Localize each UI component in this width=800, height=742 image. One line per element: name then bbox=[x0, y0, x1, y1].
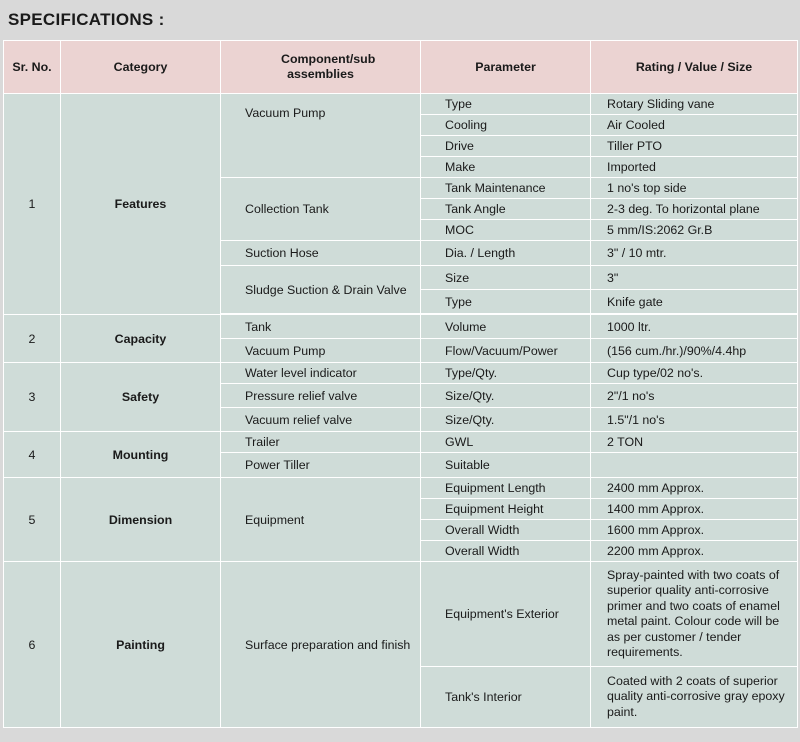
title-bar bbox=[0, 0, 800, 40]
parameter-cell: Tank's Interior bbox=[421, 667, 591, 728]
table-row bbox=[4, 315, 798, 339]
component-cell: Suction Hose bbox=[221, 241, 421, 266]
component-cell: Vacuum Pump bbox=[221, 339, 421, 363]
category-cell: Dimension bbox=[61, 478, 221, 562]
table-row bbox=[4, 562, 798, 667]
parameter-cell: Cooling bbox=[421, 115, 591, 136]
component-cell: Equipment bbox=[221, 478, 421, 562]
parameter-cell: Tank Maintenance bbox=[421, 178, 591, 199]
parameter-cell: Drive bbox=[421, 136, 591, 157]
value-cell: Coated with 2 coats of superior quality anti-corrosive gray epoxy paint. bbox=[591, 667, 798, 728]
header-sr-no: Sr. No. bbox=[4, 41, 61, 94]
value-cell: 2"/1 no's bbox=[591, 384, 798, 408]
header-rating: Rating / Value / Size bbox=[591, 41, 798, 94]
parameter-cell: Type/Qty. bbox=[421, 363, 591, 384]
table-row bbox=[4, 478, 798, 499]
category-cell: Safety bbox=[61, 363, 221, 432]
component-cell: Surface preparation and finish bbox=[221, 562, 421, 728]
header-component: Component/sub assemblies bbox=[221, 41, 421, 94]
sr-no-cell: 3 bbox=[4, 363, 61, 432]
parameter-cell: Equipment's Exterior bbox=[421, 562, 591, 667]
sr-no-cell: 2 bbox=[4, 315, 61, 363]
header-row bbox=[4, 41, 798, 94]
value-cell: Imported bbox=[591, 157, 798, 178]
value-cell: Cup type/02 no's. bbox=[591, 363, 798, 384]
table-row bbox=[4, 363, 798, 384]
value-cell: Spray-painted with two coats of superior quality anti-corrosive primer and two coats of enamel metal paint. Colour code will be as per customer / tender requirements. bbox=[591, 562, 798, 667]
sr-no-cell: 4 bbox=[4, 432, 61, 478]
parameter-cell: Size/Qty. bbox=[421, 384, 591, 408]
parameter-cell: Overall Width bbox=[421, 541, 591, 562]
parameter-cell: Suitable bbox=[421, 453, 591, 478]
value-cell: 2 TON bbox=[591, 432, 798, 453]
value-cell: 1.5"/1 no's bbox=[591, 408, 798, 432]
component-cell: Power Tiller bbox=[221, 453, 421, 478]
value-cell: 1 no's top side bbox=[591, 178, 798, 199]
header-parameter: Parameter bbox=[421, 41, 591, 94]
category-cell: Capacity bbox=[61, 315, 221, 363]
specifications-table bbox=[3, 40, 798, 728]
parameter-cell: Size bbox=[421, 266, 591, 290]
sr-no-cell: 5 bbox=[4, 478, 61, 562]
value-cell: 1400 mm Approx. bbox=[591, 499, 798, 520]
value-cell: (156 cum./hr.)/90%/4.4hp bbox=[591, 339, 798, 363]
component-cell: Trailer bbox=[221, 432, 421, 453]
parameter-cell: Volume bbox=[421, 315, 591, 339]
value-cell: Tiller PTO bbox=[591, 136, 798, 157]
value-cell: 2-3 deg. To horizontal plane bbox=[591, 199, 798, 220]
value-cell: 3" / 10 mtr. bbox=[591, 241, 798, 266]
component-cell: Vacuum Pump bbox=[221, 94, 421, 178]
component-cell: Collection Tank bbox=[221, 178, 421, 241]
table-row bbox=[4, 94, 798, 115]
parameter-cell: Flow/Vacuum/Power bbox=[421, 339, 591, 363]
component-cell: Sludge Suction & Drain Valve bbox=[221, 266, 421, 314]
parameter-cell: Overall Width bbox=[421, 520, 591, 541]
parameter-cell: GWL bbox=[421, 432, 591, 453]
parameter-cell: Equipment Length bbox=[421, 478, 591, 499]
parameter-cell: Type bbox=[421, 290, 591, 314]
category-cell: Features bbox=[61, 94, 221, 315]
value-cell: 2200 mm Approx. bbox=[591, 541, 798, 562]
value-cell: Air Cooled bbox=[591, 115, 798, 136]
category-cell: Mounting bbox=[61, 432, 221, 478]
parameter-cell: Size/Qty. bbox=[421, 408, 591, 432]
value-cell: 3" bbox=[591, 266, 798, 290]
value-cell bbox=[591, 453, 798, 478]
value-cell: 5 mm/IS:2062 Gr.B bbox=[591, 220, 798, 241]
parameter-cell: MOC bbox=[421, 220, 591, 241]
category-cell: Painting bbox=[61, 562, 221, 728]
component-cell: Pressure relief valve bbox=[221, 384, 421, 408]
value-cell: 1000 ltr. bbox=[591, 315, 798, 339]
value-cell: Knife gate bbox=[591, 290, 798, 314]
header-category: Category bbox=[61, 41, 221, 94]
sr-no-cell: 1 bbox=[4, 94, 61, 315]
table-row bbox=[4, 432, 798, 453]
component-cell: Vacuum relief valve bbox=[221, 408, 421, 432]
parameter-cell: Tank Angle bbox=[421, 199, 591, 220]
page-title: SPECIFICATIONS : bbox=[8, 10, 165, 29]
parameter-cell: Equipment Height bbox=[421, 499, 591, 520]
value-cell: 1600 mm Approx. bbox=[591, 520, 798, 541]
component-cell: Tank bbox=[221, 315, 421, 339]
value-cell: 2400 mm Approx. bbox=[591, 478, 798, 499]
component-cell: Water level indicator bbox=[221, 363, 421, 384]
value-cell: Rotary Sliding vane bbox=[591, 94, 798, 115]
parameter-cell: Dia. / Length bbox=[421, 241, 591, 266]
parameter-cell: Type bbox=[421, 94, 591, 115]
parameter-cell: Make bbox=[421, 157, 591, 178]
sr-no-cell: 6 bbox=[4, 562, 61, 728]
